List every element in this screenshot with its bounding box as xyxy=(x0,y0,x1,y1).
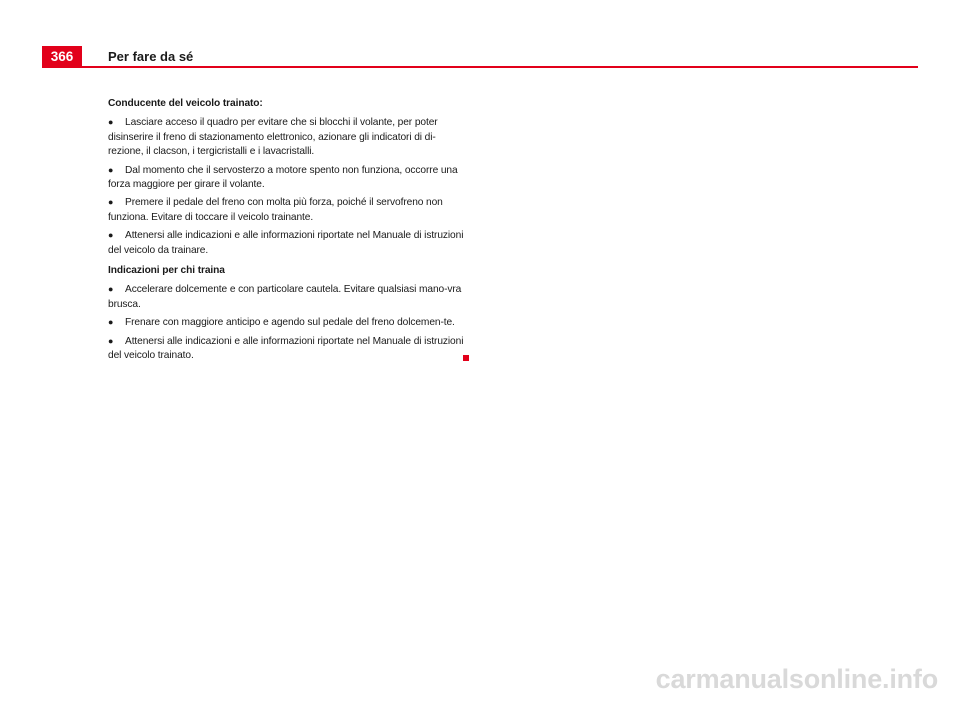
bullet-icon: ● xyxy=(108,117,114,128)
page-number: 366 xyxy=(42,46,82,68)
list-item-text: Frenare con maggiore anticipo e agendo sul pedale del freno dolcemen-te. xyxy=(125,317,455,329)
watermark: carmanualsonline.info xyxy=(655,664,938,694)
bullet-icon: ● xyxy=(108,335,114,346)
heading-towed-vehicle-driver: Conducente del veicolo trainato: xyxy=(108,98,263,109)
list-item-text: Premere il pedale del freno con molta più forza, poiché il servofreno non funziona. Evitare di toccare il veicolo trainante. xyxy=(108,197,443,223)
list-item xyxy=(108,334,468,364)
list-item xyxy=(108,228,468,258)
list-item xyxy=(108,115,468,159)
section-end-marker-icon xyxy=(463,355,469,361)
bullet-icon: ● xyxy=(108,197,114,208)
list-item-text: Lasciare acceso il quadro per evitare che si blocchi il volante, per poter disinserire il freno di stazionamento elettronico, azionare gli indicatori di di-rezione, il clacson, i tergicristalli e i lavacristalli. xyxy=(108,117,438,158)
list-item-text: Accelerare dolcemente e con particolare cautela. Evitare qualsiasi mano-vra brusca. xyxy=(108,284,462,310)
list-item xyxy=(108,282,468,312)
list-item-text: Attenersi alle indicazioni e alle informazioni riportate nel Manuale di istruzioni del veicolo trainato. xyxy=(108,335,464,362)
list-item-text: Dal momento che il servosterzo a motore spento non funziona, occorre una forza maggiore per girare il volante. xyxy=(108,164,458,191)
page-content xyxy=(108,97,468,367)
list-item-text: Attenersi alle indicazioni e alle informazioni riportate nel Manuale di istruzioni del veicolo da trainare. xyxy=(108,230,464,256)
list-item xyxy=(108,315,468,330)
bullet-icon: ● xyxy=(108,317,114,328)
header-divider xyxy=(42,66,918,68)
list-item xyxy=(108,195,468,225)
heading-towing-vehicle-instructions: Indicazioni per chi traina xyxy=(108,265,225,277)
bullet-icon: ● xyxy=(108,164,114,175)
bullet-icon: ● xyxy=(108,284,114,295)
bullet-icon: ● xyxy=(108,230,114,241)
section-title: Per fare da sé xyxy=(108,49,194,64)
list-item xyxy=(108,163,468,193)
